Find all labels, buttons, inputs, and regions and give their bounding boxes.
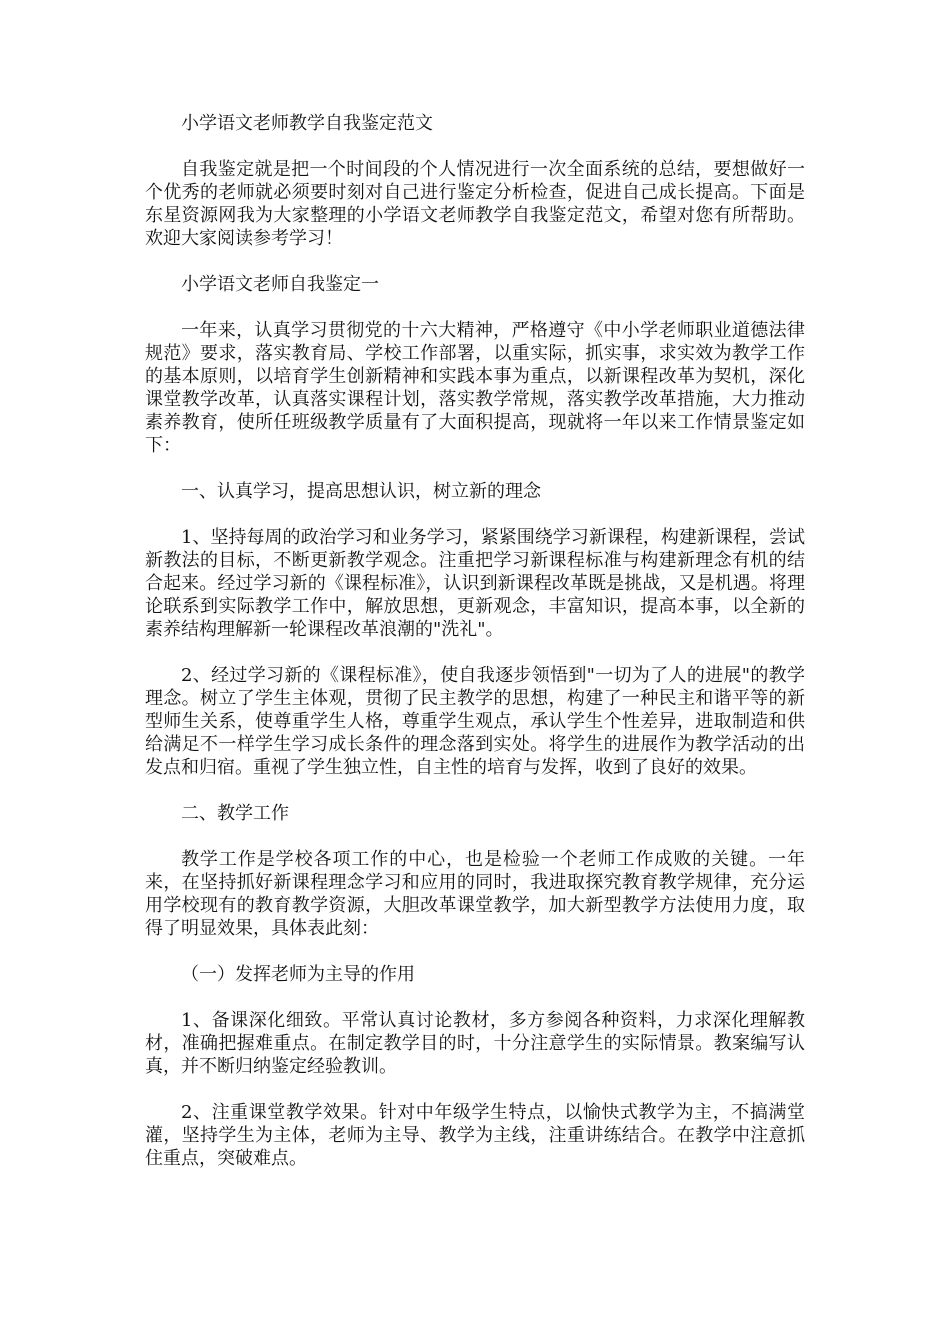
subsection-heading: 一、认真学习，提高思想认识，树立新的理念: [181, 481, 541, 502]
document-title: 小学语文老师教学自我鉴定范文: [181, 113, 433, 134]
subsection-heading: 二、教学工作: [181, 803, 289, 824]
body-paragraph: 一年来，认真学习贯彻党的十六大精神，严格遵守《中小学老师职业道德法律规范》要求，落实教育局、学校工作部署，以重实际，抓实事，求实效为教学工作的基本原则，以培育学生创新精神和实践本事为重点，以新课程改革为契机，深化课堂教学改革，认真落实课程计划，落实教学常规，落实教学改革措施，大力推动素养教育，使所任班级教学质量有了大面积提高，现就将一年以来工作情景鉴定如下：: [145, 320, 805, 456]
body-paragraph: 1、坚持每周的政治学习和业务学习，紧紧围绕学习新课程，构建新课程，尝试新教法的目标，不断更新教学观念。注重把学习新课程标准与构建新理念有机的结合起来。经过学习新的《课程标准》，认识到新课程改革既是挑战，又是机遇。将理论联系到实际教学工作中，解放思想，更新观念，丰富知识，提高本事，以全新的素养结构理解新一轮课程改革浪潮的"洗礼"。: [145, 527, 805, 640]
body-paragraph: 2、经过学习新的《课程标准》，使自我逐步领悟到"一切为了人的进展"的教学理念。树立了学生主体观，贯彻了民主教学的思想，构建了一种民主和谐平等的新型师生关系，使尊重学生人格，尊重学生观点，承认学生个性差异，进取制造和供给满足不一样学生学习成长条件的理念落到实处。将学生的进展作为教学活动的出发点和归宿。重视了学生独立性，自主性的培育与发挥，收到了良好的效果。: [145, 665, 805, 778]
body-paragraph: 教学工作是学校各项工作的中心，也是检验一个老师工作成败的关键。一年来，在坚持抓好新课程理念学习和应用的同时，我进取探究教育教学规律，充分运用学校现有的教育教学资源，大胆改革课堂教学，加大新型教学方法使用力度，取得了明显效果，具体表此刻：: [145, 849, 805, 939]
intro-paragraph: 自我鉴定就是把一个时间段的个人情况进行一次全面系统的总结，要想做好一个优秀的老师就必须要时刻对自己进行鉴定分析检查，促进自己成长提高。下面是东星资源网我为大家整理的小学语文老师教学自我鉴定范文，希望对您有所帮助。欢迎大家阅读参考学习！: [145, 159, 805, 249]
body-paragraph: 2、注重课堂教学效果。针对中年级学生特点，以愉快式教学为主，不搞满堂灌，坚持学生为主体，老师为主导、教学为主线，注重讲练结合。在教学中注意抓住重点，突破难点。: [145, 1102, 805, 1169]
section-heading-1: 小学语文老师自我鉴定一: [181, 274, 379, 295]
document-page: [145, 112, 805, 1193]
subsection-heading: （一）发挥老师为主导的作用: [181, 964, 415, 985]
body-paragraph: 1、备课深化细致。平常认真讨论教材，多方参阅各种资料，力求深化理解教材，准确把握难重点。在制定教学目的时，十分注意学生的实际情景。教案编写认真，并不断归纳鉴定经验教训。: [145, 1010, 805, 1077]
